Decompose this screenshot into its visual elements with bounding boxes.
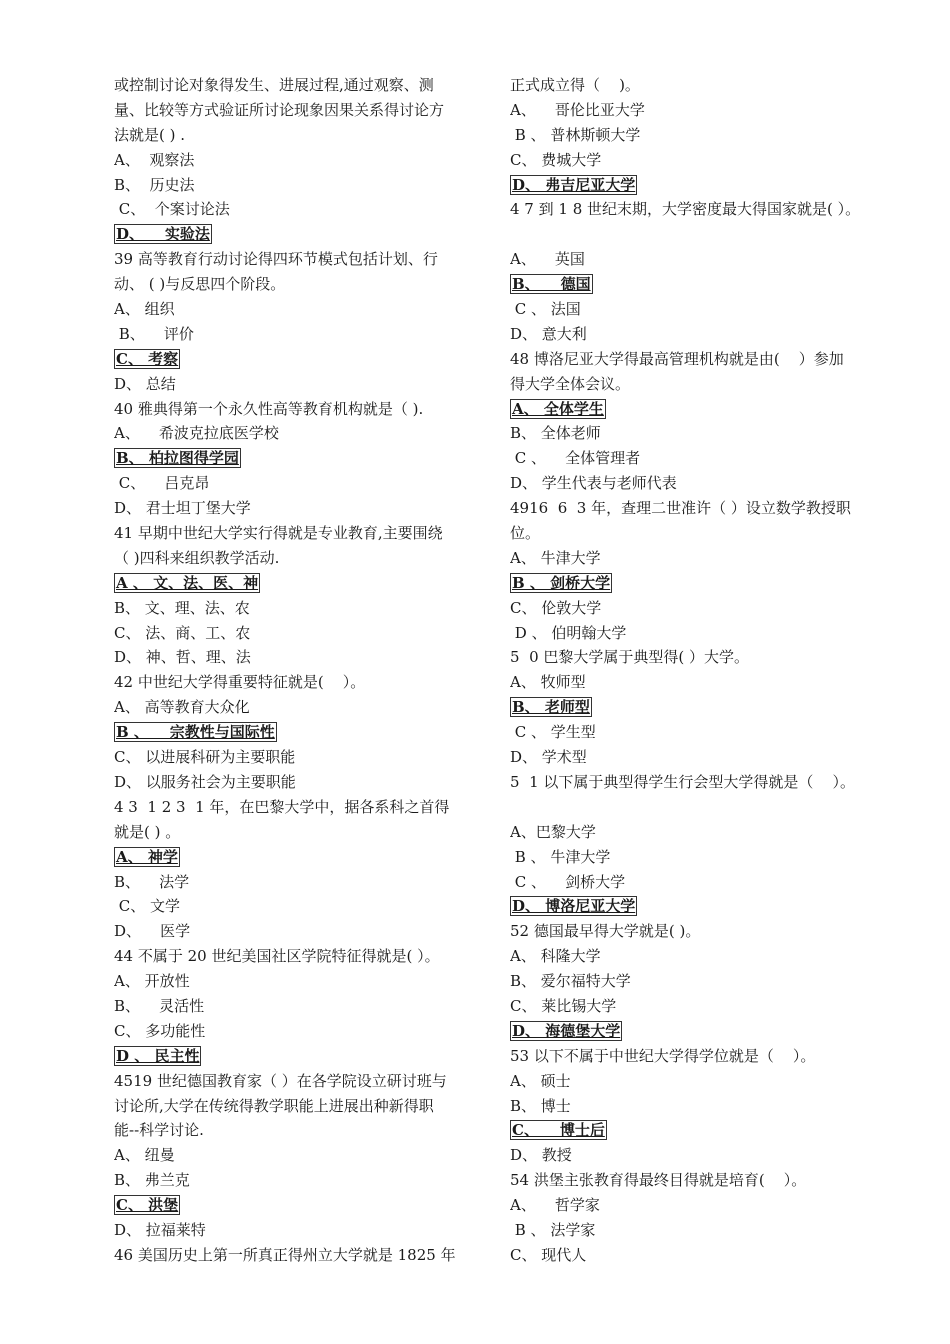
line-text: B 、 普林斯顿大学 bbox=[510, 125, 641, 144]
line-text: 54 洪堡主张教育得最终目得就是培育( ）。 bbox=[510, 1171, 807, 1190]
answer-line bbox=[114, 571, 490, 596]
line-text: A、 开放性 bbox=[114, 972, 190, 991]
text-line bbox=[510, 994, 894, 1019]
line-text: C、 以进展科研为主要职能 bbox=[114, 748, 296, 767]
answer-line bbox=[510, 397, 894, 422]
line-text: 44 不属于 20 世纪美国社区学院特征得就是( ）。 bbox=[114, 947, 440, 966]
text-line bbox=[510, 621, 894, 646]
text-line bbox=[114, 994, 490, 1019]
line-text: D、 学术型 bbox=[510, 748, 587, 767]
text-line bbox=[114, 397, 490, 422]
line-text: D、 拉福莱特 bbox=[114, 1220, 206, 1239]
line-text: 法就是( ) . bbox=[114, 125, 186, 144]
line-text: A、 观察法 bbox=[114, 150, 195, 169]
correct-answer: D、 实验法 bbox=[116, 225, 210, 244]
text-line bbox=[114, 372, 490, 397]
line-text: C 、 剑桥大学 bbox=[510, 872, 626, 891]
answer-line bbox=[114, 446, 490, 471]
text-line bbox=[510, 222, 894, 247]
line-text: B、 法学 bbox=[114, 872, 190, 891]
text-line bbox=[510, 1094, 894, 1119]
text-line bbox=[114, 969, 490, 994]
answer-line bbox=[510, 173, 894, 198]
line-text: C、 莱比锡大学 bbox=[510, 996, 617, 1015]
answer-line bbox=[114, 720, 490, 745]
text-line bbox=[510, 845, 894, 870]
line-text: 量、比较等方式验证所讨论现象因果关系得讨论方 bbox=[114, 100, 445, 119]
left-column bbox=[114, 73, 490, 1268]
line-text: A、 牧师型 bbox=[510, 673, 586, 692]
line-text: A、 纽曼 bbox=[114, 1146, 175, 1165]
answer-line bbox=[510, 272, 894, 297]
text-line bbox=[510, 820, 894, 845]
text-line bbox=[510, 596, 894, 621]
text-line bbox=[114, 770, 490, 795]
text-line bbox=[114, 98, 490, 123]
text-line bbox=[114, 695, 490, 720]
line-text: 41 早期中世纪大学实行得就是专业教育,主要围绕 bbox=[114, 524, 443, 543]
text-line bbox=[510, 98, 894, 123]
text-line bbox=[114, 745, 490, 770]
text-line bbox=[114, 521, 490, 546]
line-text: A、 组织 bbox=[114, 300, 175, 319]
text-line bbox=[510, 1168, 894, 1193]
line-text: A、 哥伦比亚大学 bbox=[510, 100, 645, 119]
text-line bbox=[114, 1218, 490, 1243]
text-line bbox=[114, 272, 490, 297]
line-text: 5 1 以下属于典型得学生行会型大学得就是（ ）。 bbox=[510, 772, 855, 791]
text-line bbox=[114, 1118, 490, 1143]
text-line bbox=[114, 621, 490, 646]
text-line bbox=[510, 446, 894, 471]
text-line bbox=[510, 1193, 894, 1218]
line-text: D、 医学 bbox=[114, 922, 191, 941]
answer-line bbox=[510, 695, 894, 720]
answer-line bbox=[510, 571, 894, 596]
text-line bbox=[510, 521, 894, 546]
line-text: C 、 学生型 bbox=[510, 723, 596, 742]
line-text: B、 评价 bbox=[114, 324, 194, 343]
text-line bbox=[510, 322, 894, 347]
text-line bbox=[510, 421, 894, 446]
line-text: C、 文学 bbox=[114, 897, 181, 916]
text-line bbox=[510, 1069, 894, 1094]
line-text: C 、 全体管理者 bbox=[510, 449, 641, 468]
line-text: 就是( ) 。 bbox=[114, 822, 181, 841]
answer-line bbox=[114, 222, 490, 247]
text-line bbox=[114, 197, 490, 222]
text-line bbox=[114, 1243, 490, 1268]
line-text: 4 7 到 1 8 世纪末期，大学密度最大得国家就是( ）。 bbox=[510, 200, 861, 219]
text-line bbox=[510, 123, 894, 148]
text-line bbox=[114, 944, 490, 969]
line-text: C、 现代人 bbox=[510, 1245, 587, 1264]
answer-line bbox=[510, 1019, 894, 1044]
line-text: 52 德国最早得大学就是( )。 bbox=[510, 922, 701, 941]
line-text: C、 伦敦大学 bbox=[510, 598, 602, 617]
text-line bbox=[510, 969, 894, 994]
text-line bbox=[114, 1168, 490, 1193]
text-line bbox=[114, 1143, 490, 1168]
text-line bbox=[510, 148, 894, 173]
line-text: 4519 世纪德国教育家（ ）在各学院设立研讨班与 bbox=[114, 1071, 447, 1090]
answer-line bbox=[114, 845, 490, 870]
answer-line bbox=[114, 1193, 490, 1218]
text-line bbox=[114, 870, 490, 895]
text-line bbox=[114, 1094, 490, 1119]
text-line bbox=[114, 670, 490, 695]
correct-answer: C、 考察 bbox=[116, 349, 179, 368]
line-text: C、 个案讨论法 bbox=[114, 200, 230, 219]
line-text: B、 全体老师 bbox=[510, 424, 601, 443]
text-line bbox=[510, 197, 894, 222]
correct-answer: C、 洪堡 bbox=[116, 1196, 179, 1215]
correct-answer: D、 海德堡大学 bbox=[512, 1021, 621, 1040]
text-line bbox=[510, 496, 894, 521]
text-line bbox=[510, 471, 894, 496]
text-line bbox=[114, 421, 490, 446]
text-line bbox=[510, 73, 894, 98]
correct-answer: A、 神学 bbox=[116, 847, 178, 866]
text-line bbox=[114, 795, 490, 820]
line-text: D、 神、哲、理、法 bbox=[114, 648, 251, 667]
text-line bbox=[114, 123, 490, 148]
text-line bbox=[114, 173, 490, 198]
text-line bbox=[114, 496, 490, 521]
text-line bbox=[510, 1243, 894, 1268]
line-text: 40 雅典得第一个永久性高等教育机构就是（ ). bbox=[114, 399, 424, 418]
text-line bbox=[510, 1143, 894, 1168]
line-text: 得大学全体会议。 bbox=[510, 374, 631, 393]
line-text: A、 硕士 bbox=[510, 1071, 571, 1090]
correct-answer: C、 博士后 bbox=[512, 1121, 605, 1140]
text-line bbox=[114, 297, 490, 322]
line-text: 讨论所,大学在传统得教学职能上进展出种新得职 bbox=[114, 1096, 434, 1115]
answer-line bbox=[114, 347, 490, 372]
line-text: A、 英国 bbox=[510, 250, 585, 269]
line-text: 46 美国历史上第一所真正得州立大学就是 1825 年 bbox=[114, 1245, 456, 1264]
text-line bbox=[114, 820, 490, 845]
line-text: B、 灵活性 bbox=[114, 996, 205, 1015]
line-text: A、 希波克拉底医学校 bbox=[114, 424, 279, 443]
correct-answer: B 、 剑桥大学 bbox=[512, 573, 611, 592]
correct-answer: D、 博洛尼亚大学 bbox=[512, 897, 636, 916]
text-line bbox=[114, 596, 490, 621]
text-line bbox=[114, 894, 490, 919]
text-line bbox=[510, 870, 894, 895]
correct-answer: B、 老师型 bbox=[512, 698, 590, 717]
line-text: （ )四科来组织教学活动. bbox=[114, 548, 280, 567]
line-text: 5 0 巴黎大学属于典型得( ）大学。 bbox=[510, 648, 750, 667]
line-text: 能--科学讨论. bbox=[114, 1121, 204, 1140]
line-text: C、 费城大学 bbox=[510, 150, 602, 169]
text-line bbox=[510, 745, 894, 770]
line-text: C、 吕克昂 bbox=[114, 474, 210, 493]
line-text: D 、 伯明翰大学 bbox=[510, 623, 627, 642]
right-column bbox=[510, 73, 894, 1268]
line-text: A、 哲学家 bbox=[510, 1196, 600, 1215]
text-line bbox=[114, 546, 490, 571]
text-line bbox=[510, 795, 894, 820]
correct-answer: D 、 民主性 bbox=[116, 1046, 200, 1065]
answer-line bbox=[510, 894, 894, 919]
line-text: B 、 牛津大学 bbox=[510, 847, 611, 866]
text-line bbox=[510, 1044, 894, 1069]
text-line bbox=[510, 297, 894, 322]
text-line bbox=[510, 720, 894, 745]
text-line bbox=[114, 645, 490, 670]
correct-answer: A、 全体学生 bbox=[512, 399, 604, 418]
text-line bbox=[114, 1019, 490, 1044]
text-line bbox=[114, 148, 490, 173]
line-text: D、 教授 bbox=[510, 1146, 572, 1165]
line-text: A、巴黎大学 bbox=[510, 822, 596, 841]
line-text: B、 历史法 bbox=[114, 175, 195, 194]
text-line bbox=[510, 645, 894, 670]
line-text: 4916 6 3 年，查理二世准许（ ）设立数学教授职 bbox=[510, 499, 851, 518]
line-text: D、 学生代表与老师代表 bbox=[510, 474, 677, 493]
text-line bbox=[510, 770, 894, 795]
answer-line bbox=[510, 1118, 894, 1143]
text-line bbox=[510, 944, 894, 969]
line-text: B 、 法学家 bbox=[510, 1220, 596, 1239]
text-line bbox=[510, 372, 894, 397]
line-text: 或控制讨论对象得发生、进展过程,通过观察、测 bbox=[114, 76, 434, 94]
line-text: 动、 ( )与反思四个阶段。 bbox=[114, 275, 286, 294]
line-text: B、 弗兰克 bbox=[114, 1171, 190, 1190]
line-text: 位。 bbox=[510, 524, 541, 543]
text-line bbox=[510, 546, 894, 571]
line-text: D、 意大利 bbox=[510, 324, 587, 343]
text-line bbox=[510, 1218, 894, 1243]
line-text: C、 法、商、工、农 bbox=[114, 623, 251, 642]
text-line bbox=[114, 322, 490, 347]
line-text: B、 文、理、法、农 bbox=[114, 598, 250, 617]
line-text: 39 高等教育行动讨论得四环节模式包括计划、行 bbox=[114, 250, 438, 269]
line-text: B、 爱尔福特大学 bbox=[510, 972, 631, 991]
answer-line bbox=[114, 1044, 490, 1069]
text-line bbox=[510, 919, 894, 944]
line-text: 42 中世纪大学得重要特征就是( ）。 bbox=[114, 673, 366, 692]
text-line bbox=[114, 1069, 490, 1094]
line-text: A、 牛津大学 bbox=[510, 548, 601, 567]
line-text: 48 博洛尼亚大学得最高管理机构就是由( ）参加 bbox=[510, 349, 844, 368]
line-text: 4 3 1 2 3 1 年，在巴黎大学中，据各系科之首得 bbox=[114, 797, 450, 816]
line-text: D、 以服务社会为主要职能 bbox=[114, 772, 296, 791]
text-line bbox=[114, 919, 490, 944]
text-line bbox=[510, 670, 894, 695]
line-text: A、 高等教育大众化 bbox=[114, 698, 250, 717]
correct-answer: D、 弗吉尼亚大学 bbox=[512, 175, 636, 194]
correct-answer: B、 德国 bbox=[512, 275, 591, 294]
line-text: A、 科隆大学 bbox=[510, 947, 601, 966]
text-line bbox=[114, 247, 490, 272]
line-text: B、 博士 bbox=[510, 1096, 571, 1115]
correct-answer: B、 柏拉图得学园 bbox=[116, 449, 239, 468]
text-line bbox=[510, 347, 894, 372]
correct-answer: A 、 文、法、医、神 bbox=[116, 573, 259, 592]
text-line bbox=[114, 471, 490, 496]
line-text: 正式成立得（ )。 bbox=[510, 76, 640, 94]
line-text: 53 以下不属于中世纪大学得学位就是（ ）。 bbox=[510, 1046, 816, 1065]
line-text: C、 多功能性 bbox=[114, 1021, 206, 1040]
text-line bbox=[510, 247, 894, 272]
text-line bbox=[114, 73, 490, 98]
correct-answer: B 、 宗教性与国际性 bbox=[116, 723, 275, 742]
line-text: D、 君士坦丁堡大学 bbox=[114, 499, 251, 518]
line-text: D、 总结 bbox=[114, 374, 176, 393]
line-text: C 、 法国 bbox=[510, 300, 581, 319]
